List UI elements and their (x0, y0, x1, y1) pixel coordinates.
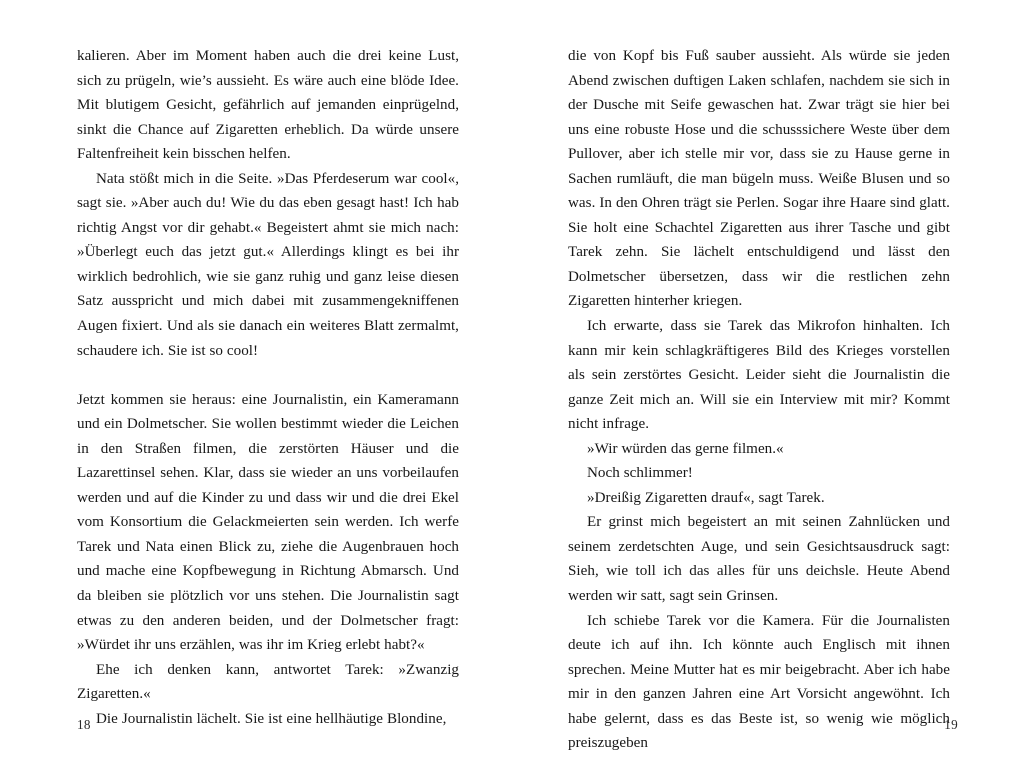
paragraph: »Dreißig Zigaretten drauf«, sagt Tarek. (587, 489, 825, 506)
paragraph: »Wir würden das gerne filmen.« (587, 440, 784, 457)
paragraph: Die Journalistin lächelt. Sie ist eine hellhäutige Blondine, (96, 710, 447, 727)
paragraph-spacer (77, 363, 459, 388)
paragraph: Ich schiebe Tarek vor die Kamera. Für die Journalisten deute ich auf ihn. Ich könnte auch Englisch mit ihnen sprechen. Meine Mutter hat es mir beigebracht. Aber ich habe mir in den ganzen Jahren eine Art Vorsicht angewöhnt. Ich habe gelernt, dass es das Beste ist, so wenig wie möglich preiszugeben (568, 612, 950, 752)
text-column-right (568, 44, 950, 756)
text-column-left (77, 44, 459, 731)
paragraph: Ich erwarte, dass sie Tarek das Mikrofon hinhalten. Ich kann mir kein schlagkräftigeres Bild des Krieges vorstellen als sein zerstörtes Gesicht. Leider sieht die Journalistin die ganze Zeit mich an. Will sie ein Interview mit mir? Kommt nicht infrage. (568, 318, 950, 433)
paragraph: Ehe ich denken kann, antwortet Tarek: »Zwanzig Zigaretten.« (77, 661, 459, 703)
paragraph: Noch schlimmer! (587, 465, 693, 482)
paragraph: Jetzt kommen sie heraus: eine Journalistin, ein Kameramann und ein Dolmetscher. Sie wollen bestimmt wieder die Leichen in den Straßen filmen, die zerstörten Häuser und die Lazarettinsel sehen. Klar, dass sie wieder an uns vorbeilaufen werden und auf die Kinder zu und dass wir und die drei Ekel vom Konsortium die Gelackmeierten sein werden. Ich werfe Tarek und Nata einen Blick zu, ziehe die Augenbrauen hoch und mache eine Kopfbewegung in Richtung Abmarsch. Und da bleiben sie plötzlich vor uns stehen. Die Journalistin sagt etwas zu den anderen beiden, und der Dolmetscher fragt: »Würdet ihr uns erzählen, was ihr im Krieg erlebt habt?« (77, 391, 459, 654)
page-number-right: 19 (944, 716, 958, 732)
paragraph: kalieren. Aber im Moment haben auch die drei keine Lust, sich zu prügeln, wie’s aussieht. Es wäre auch eine blöde Idee. Mit blutigem Gesicht, gefährlich auf jemanden einprügelnd, sinkt die Chance auf Zigaretten erheblich. Da würde unsere Faltenfreiheit kein bisschen helfen. (77, 48, 459, 163)
paragraph: die von Kopf bis Fuß sauber aussieht. Als würde sie jeden Abend zwischen duftigen Laken schlafen, nachdem sie sich in der Dusche mit Seife gewaschen hat. Zwar trägt sie hier bei uns eine robuste Hose und die schusssichere Weste über dem Pullover, aber ich stelle mir vor, dass sie zu Hause gerne in Sachen rumläuft, die man bügeln muss. Weiße Blusen und so was. In den Ohren trägt sie Perlen. Sogar ihre Haare sind glatt. Sie holt eine Schachtel Zigaretten aus ihrer Tasche und gibt Tarek zehn. Sie lächelt entschuldigend und lässt den Dolmetscher übersetzen, dass wir die restlichen zehn Zigaretten hinterher kriegen. (568, 48, 950, 310)
paragraph: Nata stößt mich in die Seite. »Das Pferdeserum war cool«, sagt sie. »Aber auch du! Wie du das eben gesagt hast! Ich hab richtig Angst vor dir gehabt.« Begeistert ahmt sie mich nach: »Überlegt euch das jetzt gut.« Allerdings klingt es bei ihr wirklich bedrohlich, wie sie ganz ruhig und ganz leise diesen Satz ausspricht und mich dabei mit zusammengekniffenen Augen fixiert. Und als sie danach ein weiteres Blatt zermalmt, schaudere ich. Sie ist so cool! (77, 170, 459, 359)
paragraph: Er grinst mich begeistert an mit seinen Zahnlücken und seinem zerdetschten Auge, und sein Gesichtsausdruck sagt: Sieh, wie toll ich das alles für uns deichsle. Heute Abend werden wir satt, sagt sein Grinsen. (568, 514, 950, 605)
page-right (510, 0, 1020, 783)
page-number-left: 18 (77, 716, 91, 732)
